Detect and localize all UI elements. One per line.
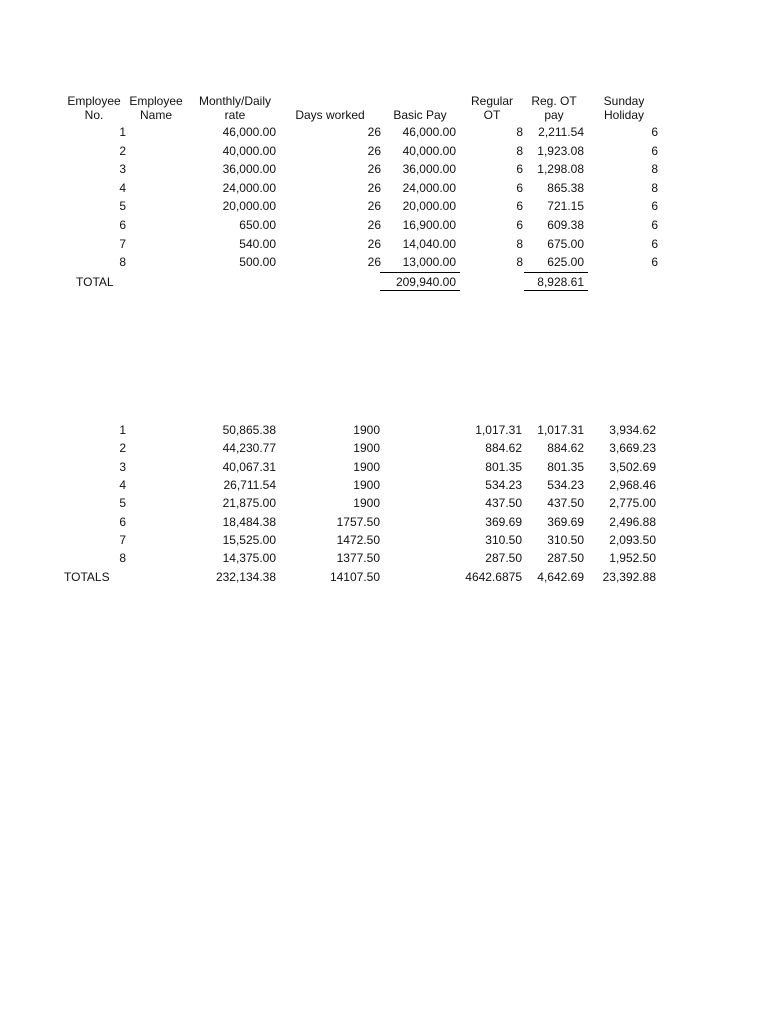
table1-days-worked: 26 [367,255,381,270]
header-reg-ot-pay-line1: Reg. OT [531,94,577,108]
table1-rate: 24,000.00 [222,180,276,195]
table2-col-b: 1900 [353,459,380,474]
table2-col-d: 801.35 [547,459,584,474]
table1-regular-ot: 8 [516,143,523,158]
table1-sunday-holiday: 8 [651,162,658,177]
table2-col-a: 44,230.77 [222,441,276,456]
table2-col-a: 40,067.31 [222,459,276,474]
table2-col-c: 287.50 [485,551,522,566]
table1-reg-ot-pay: 1,923.08 [537,143,584,158]
table1-sunday-holiday: 6 [651,255,658,270]
table2-col-e: 3,502.69 [609,459,656,474]
header-basic-pay-label: Basic Pay [393,108,447,122]
table2-col-a: 50,865.38 [222,423,276,437]
table2-total-e: 23,392.88 [602,570,656,584]
table2-col-b: 1900 [353,423,380,437]
table2-employee-no: 2 [119,441,126,456]
table2-col-c: 801.35 [485,459,522,474]
table2-col-c: 1,017.31 [475,423,522,437]
table1-reg-ot-pay: 1,298.08 [537,162,584,177]
table2-col-e: 2,496.88 [609,514,656,529]
table1-regular-ot: 8 [516,236,523,251]
table2-employee-no: 1 [119,423,126,437]
table1-basic-pay: 13,000.00 [402,255,456,270]
table2-col-d: 884.62 [547,441,584,456]
table1-regular-ot: 8 [516,125,523,139]
table1-basic-total-rule [380,272,460,273]
header-employee-no-line2: No. [84,108,104,122]
table1-sunday-holiday: 6 [651,236,658,251]
table1-employee-no: 4 [119,180,126,195]
table1-reg-ot-pay: 721.15 [547,199,584,214]
table1-basic-pay: 36,000.00 [402,162,456,177]
table2-total-b: 14107.50 [329,570,380,584]
header-regular-ot-line1: Regular [470,94,514,108]
table2-col-d: 437.50 [547,496,584,511]
table2-total-d: 4,642.69 [537,570,584,584]
table1-otpay-total-underline [524,290,588,291]
header-employee-name-line1: Employee [129,94,183,108]
header-employee-name [124,94,188,122]
table1-rate: 20,000.00 [222,199,276,214]
table1-sunday-holiday: 6 [651,125,658,139]
header-employee-no [62,94,126,122]
table2-employee-no: 7 [119,532,126,547]
header-days-worked [288,108,372,122]
table1-regular-ot: 6 [516,199,523,214]
header-basic-pay [388,108,452,122]
table1-basic-total-underline [380,290,460,291]
table1-days-worked: 26 [367,218,381,232]
header-regular-ot [462,94,522,122]
table2-col-b: 1900 [353,441,380,456]
table1-total-label: TOTAL [76,275,114,289]
table2-total-a: 232,134.38 [215,570,276,584]
table2-col-e: 2,093.50 [609,532,656,547]
table1-sunday-holiday: 6 [651,199,658,214]
table1-reg-ot-pay: 625.00 [547,255,584,270]
table1-basic-pay: 40,000.00 [402,143,456,158]
table2-col-e: 2,968.46 [609,477,656,492]
table1-employee-no: 6 [119,218,126,232]
table1-total-basic: 209,940.00 [395,275,456,289]
header-rate [190,94,280,122]
header-rate-line1: Monthly/Daily [198,94,272,108]
table2-col-a: 21,875.00 [222,496,276,511]
table1-regular-ot: 8 [516,255,523,270]
table1-otpay-total-rule [524,272,588,273]
header-employee-name-line2: Name [139,108,172,122]
table1-rate: 40,000.00 [222,143,276,158]
table1-reg-ot-pay: 2,211.54 [538,125,584,139]
table2-total-c: 4642.6875 [465,570,522,584]
table2-col-b: 1900 [353,496,380,511]
header-sunday-holiday [594,94,654,122]
table1-basic-pay: 16,900.00 [402,218,456,232]
table2-col-b: 1757.50 [336,514,380,529]
table1-rate: 36,000.00 [222,162,276,177]
table1-sunday-holiday: 6 [651,143,658,158]
table1-regular-ot: 6 [516,162,523,177]
table1-employee-no: 8 [119,255,126,270]
table2-col-b: 1472.50 [336,532,380,547]
table1-sunday-holiday: 8 [651,180,658,195]
header-days-worked-label: Days worked [295,108,365,122]
table2-col-a: 18,484.38 [222,514,276,529]
table2-col-b: 1900 [353,477,380,492]
header-sunday-holiday-line2: Holiday [603,108,645,122]
table2-col-d: 534.23 [547,477,584,492]
table1-days-worked: 26 [367,125,381,139]
table1-basic-pay: 14,040.00 [402,236,456,251]
table2-employee-no: 6 [119,514,126,529]
table2-col-c: 369.69 [485,514,522,529]
table1-rate: 46,000.00 [222,125,276,139]
table2-col-d: 369.69 [547,514,584,529]
table1-reg-ot-pay: 675.00 [547,236,584,251]
header-reg-ot-pay-line2: pay [544,108,564,122]
table2-col-e: 3,934.62 [609,423,656,437]
table2-col-e: 1,952.50 [609,551,656,566]
table2-col-a: 26,711.54 [223,477,276,492]
table2-employee-no: 4 [119,477,126,492]
header-reg-ot-pay [526,94,582,122]
table1-reg-ot-pay: 865.38 [547,180,584,195]
header-sunday-holiday-line1: Sunday [603,94,645,108]
table1-rate: 650.00 [239,218,276,232]
table2-total-label: TOTALS [64,570,110,584]
table1-employee-no: 1 [119,125,126,139]
table1-days-worked: 26 [367,236,381,251]
table2-col-c: 437.50 [485,496,522,511]
table2-col-e: 2,775.00 [609,496,656,511]
table1-days-worked: 26 [367,180,381,195]
table1-rate: 500.00 [239,255,276,270]
table2-col-d: 287.50 [547,551,584,566]
table2-col-d: 310.50 [547,532,584,547]
table2-col-d: 1,017.31 [537,423,584,437]
table2-employee-no: 8 [119,551,126,566]
table2-employee-no: 3 [119,459,126,474]
table1-employee-no: 5 [119,199,126,214]
table1-days-worked: 26 [367,143,381,158]
table1-days-worked: 26 [367,162,381,177]
table2-col-e: 3,669.23 [609,441,656,456]
table1-sunday-holiday: 6 [651,218,658,232]
table2-employee-no: 5 [119,496,126,511]
table1-basic-pay: 46,000.00 [402,125,456,139]
table1-employee-no: 3 [119,162,126,177]
table1-rate: 540.00 [239,236,276,251]
table1-basic-pay: 20,000.00 [402,199,456,214]
table2-col-b: 1377.50 [336,551,380,566]
header-employee-no-line1: Employee [67,94,121,108]
table1-regular-ot: 6 [516,218,523,232]
table1-regular-ot: 6 [516,180,523,195]
table1-employee-no: 2 [119,143,126,158]
header-rate-line2: rate [224,108,246,122]
table1-employee-no: 7 [119,236,126,251]
table2-col-c: 884.62 [485,441,522,456]
table1-total-otpay: 8,928.61 [537,275,584,289]
table2-col-a: 15,525.00 [222,532,276,547]
table1-days-worked: 26 [367,199,381,214]
table2-col-c: 310.50 [485,532,522,547]
table2-col-a: 14,375.00 [222,551,276,566]
header-regular-ot-line2: OT [483,108,501,122]
table2-col-c: 534.23 [485,477,522,492]
table1-basic-pay: 24,000.00 [402,180,456,195]
table1-reg-ot-pay: 609.38 [547,218,584,232]
